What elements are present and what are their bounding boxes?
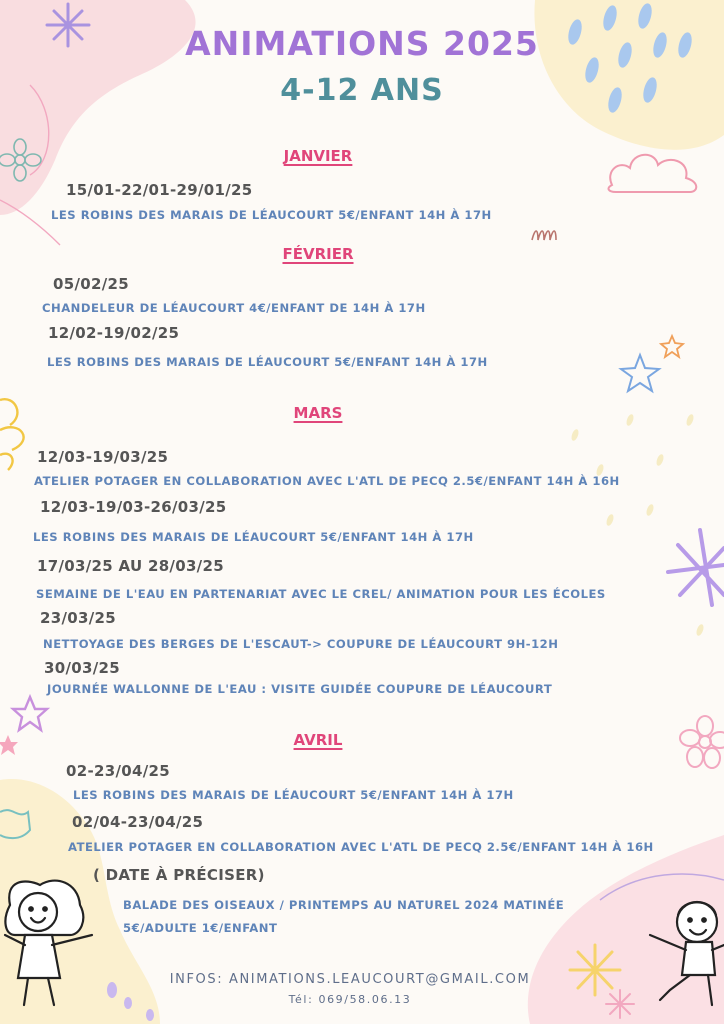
poster-title: ANIMATIONS 2025 — [185, 24, 539, 63]
month-heading-avril: AVRIL — [293, 731, 343, 749]
event-date: 30/03/25 — [44, 659, 120, 677]
event-description: LES ROBINS DES MARAIS DE LÉAUCOURT 5€/ENFANT 14H À 17H — [51, 208, 492, 222]
event-date: 02/04-23/04/25 — [72, 813, 204, 831]
flower-icon — [680, 716, 724, 768]
star-icon — [13, 697, 47, 730]
sparkle-icon — [570, 945, 620, 995]
month-heading-fevrier: FÉVRIER — [282, 245, 354, 263]
event-description-price: 5€/ADULTE 1€/ENFANT — [123, 921, 278, 935]
sparkle-icon — [668, 530, 724, 605]
event-date: 05/02/25 — [53, 275, 129, 293]
star-icon — [661, 336, 683, 357]
event-description: SEMAINE DE L'EAU EN PARTENARIAT AVEC LE CREL/ ANIMATION POUR LES ÉCOLES — [36, 587, 606, 601]
squiggle-decoration — [532, 231, 556, 240]
event-date: 12/02-19/02/25 — [48, 324, 180, 342]
event-description: CHANDELEUR DE LÉAUCOURT 4€/ENFANT DE 14H À 17H — [42, 301, 426, 315]
event-date: ( DATE À PRÉCISER) — [93, 866, 265, 884]
event-description: ATELIER POTAGER EN COLLABORATION AVEC L'ATL DE PECQ 2.5€/ENFANT 14H À 16H — [34, 474, 620, 488]
event-date: 17/03/25 AU 28/03/25 — [37, 557, 224, 575]
month-heading-mars: MARS — [293, 404, 343, 422]
contact-email: INFOS: ANIMATIONS.LEAUCOURT@GMAIL.COM — [169, 972, 531, 987]
event-date: 02-23/04/25 — [66, 762, 170, 780]
event-description: JOURNÉE WALLONNE DE L'EAU : VISITE GUIDÉE COUPURE DE LÉAUCOURT — [47, 682, 553, 696]
contact-phone: Tél: 069/58.06.13 — [288, 993, 412, 1006]
event-date: 23/03/25 — [40, 609, 116, 627]
event-date: 12/03-19/03/25 — [37, 448, 169, 466]
event-description: NETTOYAGE DES BERGES DE L'ESCAUT-> COUPURE DE LÉAUCOURT 9H-12H — [43, 637, 559, 651]
star-icon — [621, 355, 659, 391]
event-description: ATELIER POTAGER EN COLLABORATION AVEC L'ATL DE PECQ 2.5€/ENFANT 14H À 16H — [68, 840, 654, 854]
month-heading-janvier: JANVIER — [283, 147, 353, 165]
confetti-decoration — [570, 413, 705, 636]
poster-subtitle: 4-12 ANS — [280, 73, 444, 108]
event-date: 15/01-22/01-29/01/25 — [66, 181, 253, 199]
event-description: LES ROBINS DES MARAIS DE LÉAUCOURT 5€/ENFANT 14H À 17H — [73, 788, 514, 802]
event-description: LES ROBINS DES MARAIS DE LÉAUCOURT 5€/ENFANT 14H À 17H — [33, 530, 474, 544]
event-description: LES ROBINS DES MARAIS DE LÉAUCOURT 5€/ENFANT 14H À 17H — [47, 355, 488, 369]
event-date: 12/03-19/03-26/03/25 — [40, 498, 227, 516]
event-description: BALADE DES OISEAUX / PRINTEMPS AU NATUREL 2024 MATINÉE — [123, 898, 565, 912]
